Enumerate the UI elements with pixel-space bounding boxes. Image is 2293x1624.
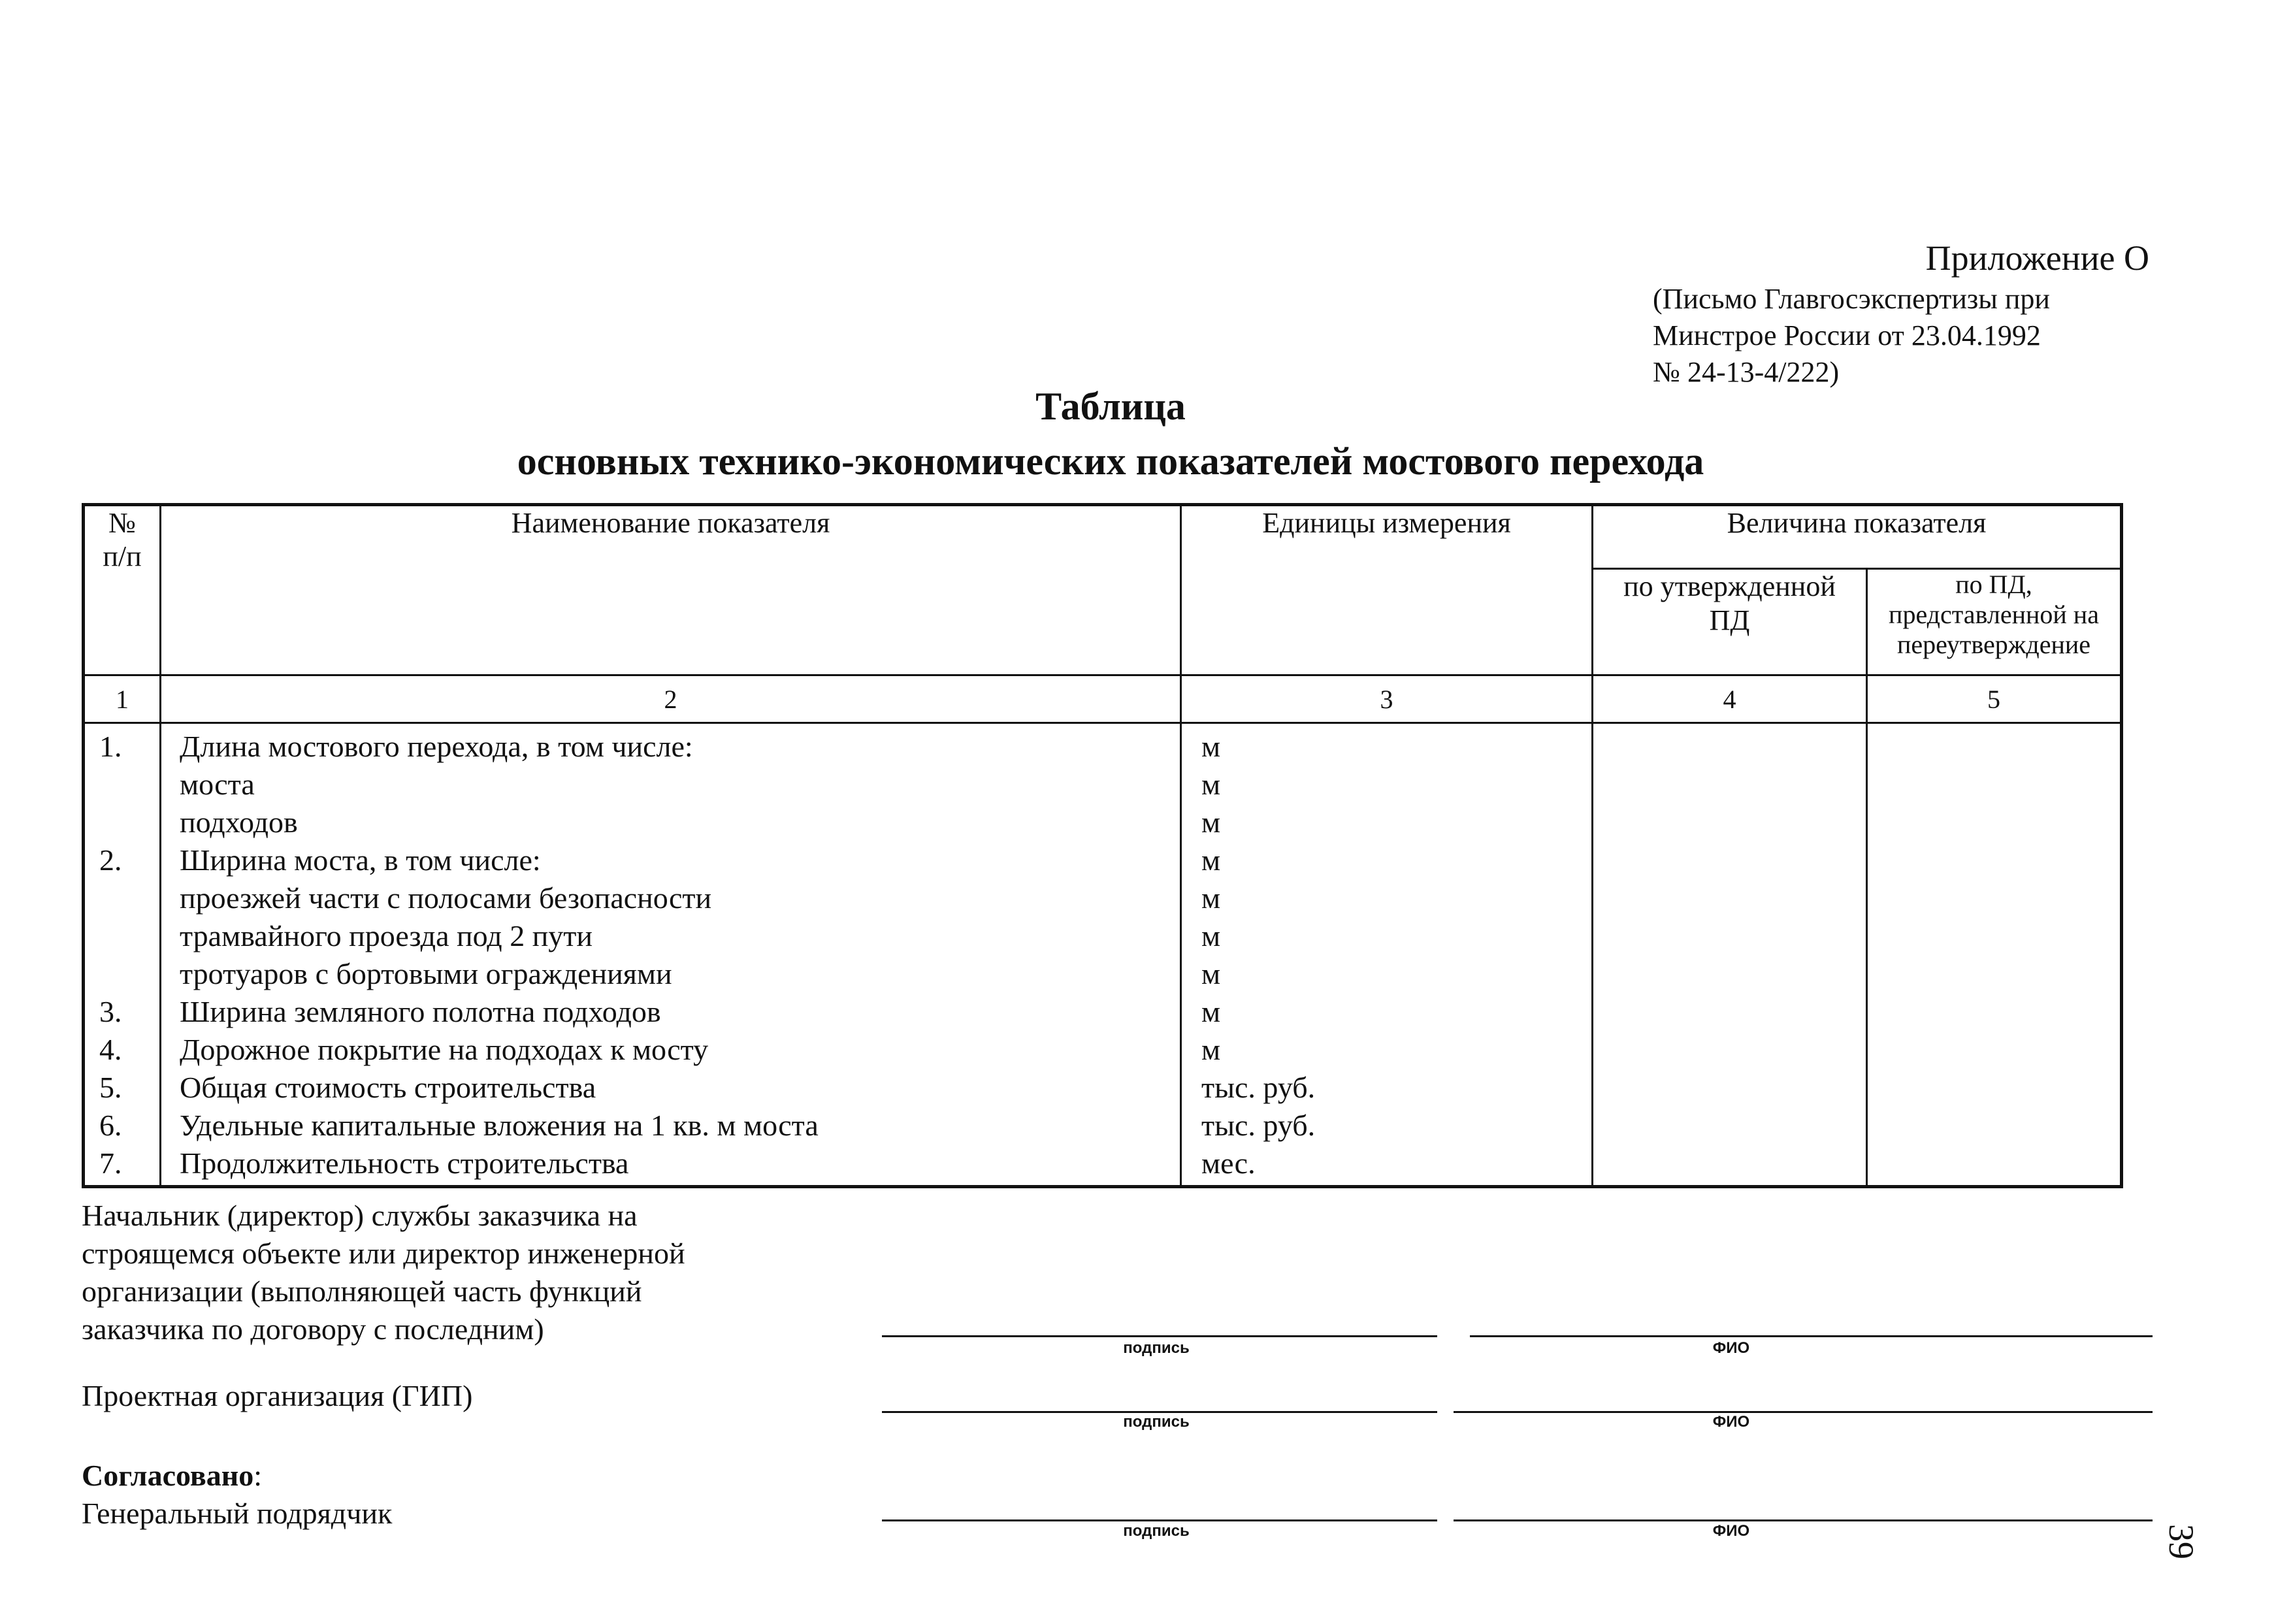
row-name: Ширина земляного полотна подходов: [180, 995, 661, 1028]
signature-line: [882, 1335, 1437, 1337]
row-num: [85, 917, 159, 955]
appendix-ref-line: Минстрое России от 23.04.1992: [1653, 319, 2041, 351]
unit-column: [1181, 723, 1593, 1187]
row-name: проезжей части с полосами безопасности: [180, 881, 712, 915]
agreed-colon: :: [253, 1459, 262, 1492]
header-num-line: п/п: [103, 540, 142, 572]
signature-caption: подпись: [1123, 1522, 1190, 1540]
row-name: Общая стоимость строительства: [180, 1071, 596, 1104]
row-name: Продолжительность строительства: [180, 1146, 629, 1180]
row-name: Ширина моста, в том числе:: [180, 843, 541, 877]
header-presented-line: по ПД,: [1955, 570, 2032, 599]
name-line: [1470, 1335, 2153, 1337]
name-caption: ФИО: [1712, 1413, 1750, 1431]
agreed-block: [82, 1457, 392, 1533]
presented-value-column: [1867, 723, 2122, 1187]
header-presented-line: представленной на: [1889, 600, 2099, 629]
column-number: 3: [1181, 675, 1593, 723]
signature-caption: подпись: [1123, 1339, 1190, 1357]
row-num: [85, 766, 159, 804]
row-unit: м: [1201, 881, 1221, 915]
num-column: [84, 723, 161, 1187]
customer-line: Начальник (директор) службы заказчика на: [82, 1199, 638, 1232]
customer-line: строящемся объекте или директор инженерной: [82, 1237, 685, 1270]
page-number: 39: [2162, 1524, 2201, 1559]
row-num: [85, 804, 159, 841]
row-unit: м: [1201, 730, 1221, 763]
header-approved-line: по утвержденной: [1623, 570, 1836, 602]
customer-line: организации (выполняющей часть функций: [82, 1275, 642, 1308]
row-unit: мес.: [1201, 1146, 1256, 1180]
header-approved-line: ПД: [1709, 604, 1750, 636]
row-num: 5.: [99, 1071, 122, 1104]
appendix-block: [1653, 235, 2149, 391]
row-num: [85, 879, 159, 917]
row-unit: м: [1201, 919, 1221, 952]
header-value: Величина показателя: [1593, 505, 2122, 569]
name-column: [161, 723, 1181, 1187]
row-unit: м: [1201, 1033, 1221, 1066]
row-unit: м: [1201, 768, 1221, 801]
header-presented-line: переутверждение: [1896, 630, 2091, 659]
name-caption: ФИО: [1712, 1522, 1750, 1540]
design-org-signatory: Проектная организация (ГИП): [82, 1379, 473, 1412]
header-num-line: №: [108, 507, 136, 539]
agreed-heading: [82, 1457, 392, 1495]
signature-line: [882, 1519, 1437, 1521]
column-number: 5: [1867, 675, 2122, 723]
name-caption: ФИО: [1712, 1339, 1750, 1357]
appendix-ref-line: (Письмо Главгосэкспертизы при: [1653, 283, 2050, 315]
row-name: Длина мостового перехода, в том числе:: [180, 730, 693, 763]
row-unit: м: [1201, 957, 1221, 990]
agreed-label: Согласовано: [82, 1459, 254, 1492]
column-number: 1: [84, 675, 161, 723]
row-unit: м: [1201, 805, 1221, 839]
row-num: 7.: [99, 1146, 122, 1180]
row-unit: тыс. руб.: [1201, 1109, 1316, 1142]
row-name: трамвайного проезда под 2 пути: [180, 919, 593, 952]
approved-value-column: [1593, 723, 1867, 1187]
row-unit: м: [1201, 995, 1221, 1028]
row-num: 2.: [99, 843, 122, 877]
row-name: моста: [180, 768, 255, 801]
row-name: Удельные капитальные вложения на 1 кв. м моста: [180, 1109, 819, 1142]
header-unit: Единицы измерения: [1181, 505, 1593, 675]
name-line: [1454, 1519, 2153, 1521]
row-num: 3.: [99, 995, 122, 1028]
row-unit: тыс. руб.: [1201, 1071, 1316, 1104]
row-name: тротуаров с бортовыми ограждениями: [180, 957, 672, 990]
row-num: 4.: [99, 1033, 122, 1066]
appendix-title: Приложение О: [1925, 238, 2149, 278]
row-num: 1.: [99, 730, 122, 763]
indicators-table: [82, 503, 2123, 1188]
customer-line: заказчика по договору с последним): [82, 1312, 544, 1346]
appendix-ref-line: № 24-13-4/222): [1653, 356, 1840, 388]
row-name: Дорожное покрытие на подходах к мосту: [180, 1033, 709, 1066]
column-number: 2: [161, 675, 1181, 723]
contractor-signatory: Генеральный подрядчик: [82, 1497, 393, 1530]
document-subtitle: основных технико-экономических показателей мостового перехода: [517, 440, 1704, 483]
header-approved: [1593, 569, 1867, 675]
header-num: [84, 505, 161, 675]
document-title: Таблица: [1035, 385, 1186, 428]
row-name: подходов: [180, 805, 298, 839]
row-num: [85, 955, 159, 993]
header-name: Наименование показателя: [161, 505, 1181, 675]
signature-caption: подпись: [1123, 1413, 1190, 1431]
header-presented: [1867, 569, 2122, 675]
column-number: 4: [1593, 675, 1867, 723]
customer-signatory: [82, 1197, 685, 1348]
row-num: 6.: [99, 1109, 122, 1142]
name-line: [1454, 1411, 2153, 1413]
row-unit: м: [1201, 843, 1221, 877]
